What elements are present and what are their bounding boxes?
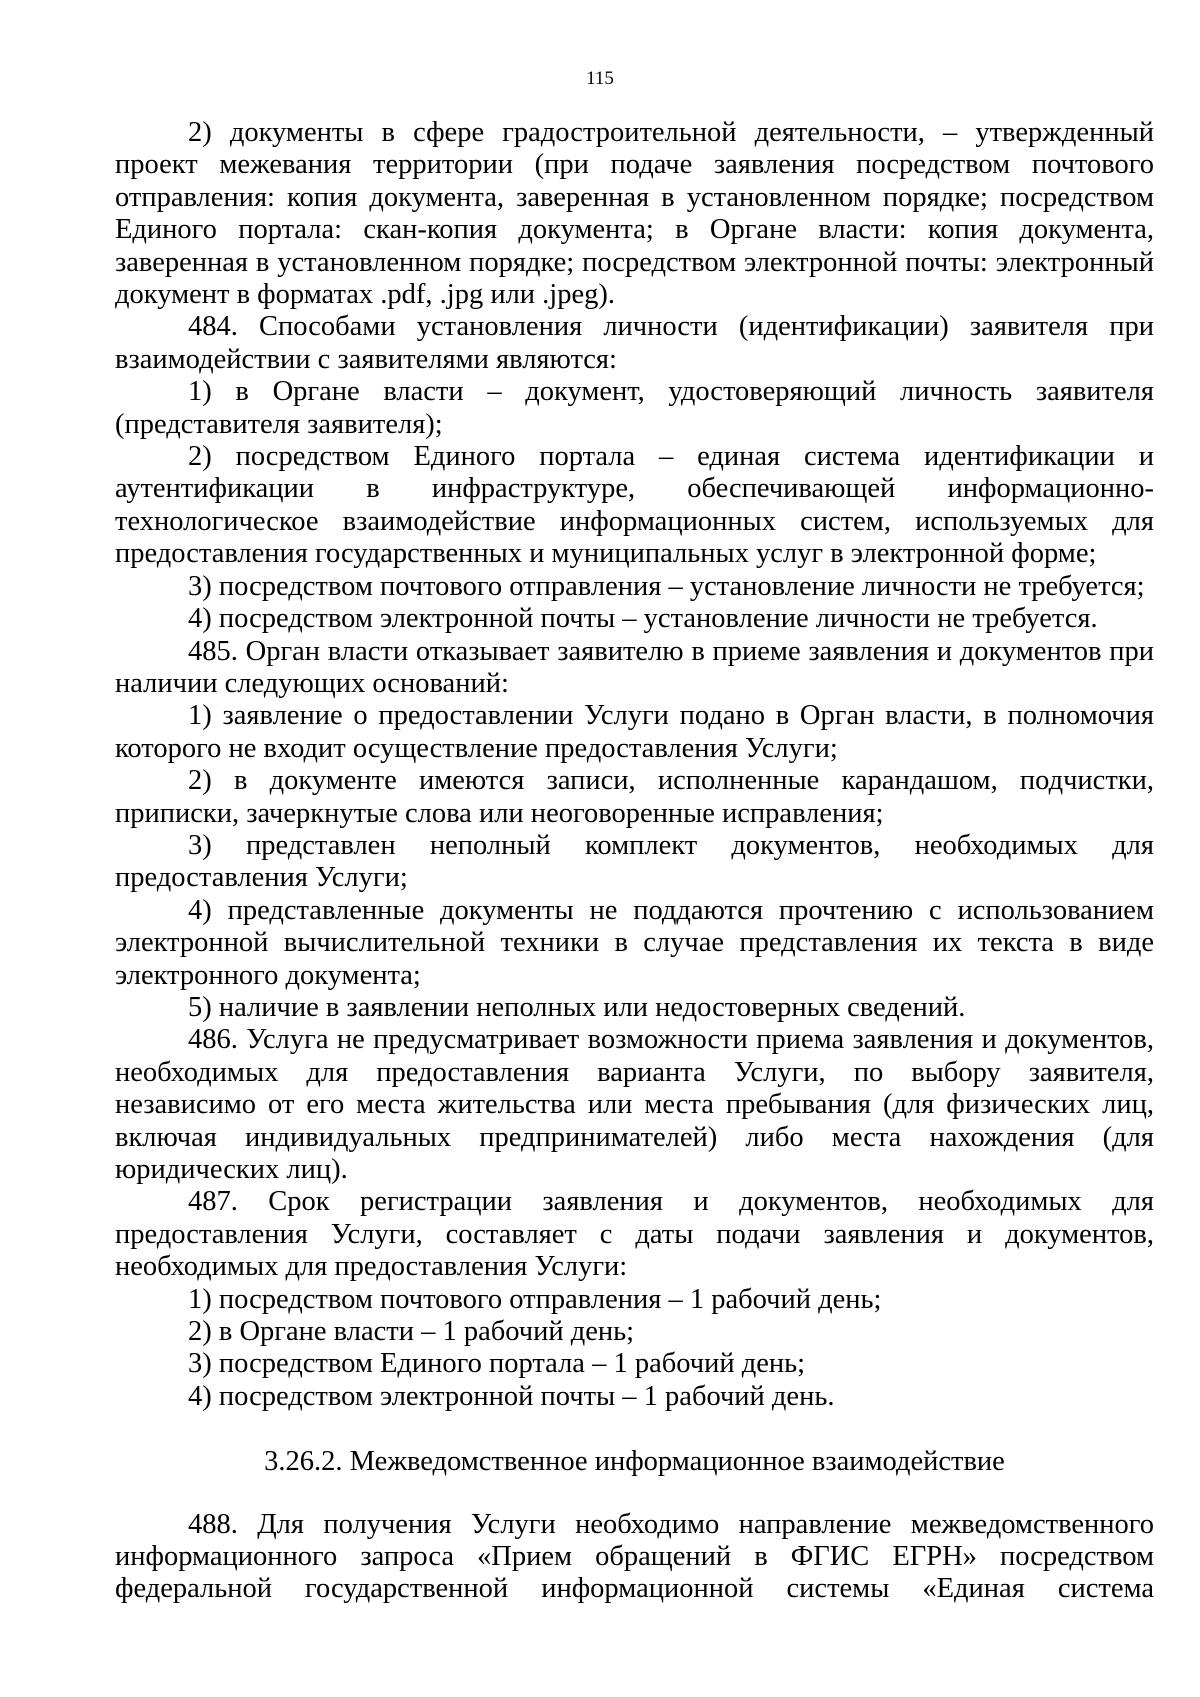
paragraph-485-item-2: 2) в документе имеются записи, исполненные карандашом, подчистки, приписки, зачеркнутые слова или неоговоренные исправления; xyxy=(115,765,1154,829)
paragraph-485-item-5: 5) наличие в заявлении неполных или недостоверных сведений. xyxy=(188,991,966,1023)
paragraph-485-item-4: 4) представленные документы не поддаются прочтению с использованием электронной вычислительной техники в случае представления их текста в виде электронного документа; xyxy=(115,894,1154,991)
paragraph-487-item-2: 2) в Органе власти – 1 рабочий день; xyxy=(188,1316,635,1348)
page-number: 115 xyxy=(586,68,614,89)
paragraph-485-item-3: 3) представлен неполный комплект документов, необходимых для предоставления Услуги; xyxy=(115,829,1154,894)
paragraph-485-item-1: 1) заявление о предоставлении Услуги подано в Орган власти, в полномочия которого не входит осуществление предоставления Услуги; xyxy=(115,700,1154,764)
paragraph-486: 486. Услуга не предусматривает возможности приема заявления и документов, необходимых для предоставления варианта Услуги, по выбору заявителя, независимо от его места жительства или места пребывания (для физических лиц, включая индивидуальных предпринимателей) либо места нахождения (для юридических лиц). xyxy=(115,1024,1154,1185)
section-heading: 3.26.2. Межведомственное информационное взаимодействие xyxy=(264,1446,1005,1478)
paragraph-487-item-4: 4) посредством электронной почты – 1 рабочий день. xyxy=(188,1380,835,1412)
paragraph-484: 484. Способами установления личности (идентификации) заявителя при взаимодействии с заявителями являются: xyxy=(115,311,1154,375)
paragraph-484-item-2: 2) посредством Единого портала – единая система идентификации и аутентификации в инфраструктуре, обеспечивающей информационно-технологическое взаимодействие информационных систем, используемых для предоставления государственных и муниципальных услуг в электронной форме; xyxy=(115,441,1154,570)
document-body xyxy=(115,117,1154,1606)
paragraph-484-item-1: 1) в Органе власти – документ, удостоверяющий личность заявителя (представителя заявителя); xyxy=(115,376,1154,440)
paragraph-484-item-3: 3) посредством почтового отправления – установление личности не требуется; xyxy=(188,570,1145,602)
paragraph-487-item-1: 1) посредством почтового отправления – 1 рабочий день; xyxy=(188,1283,882,1315)
paragraph-484-item-4: 4) посредством электронной почты – установление личности не требуется. xyxy=(188,603,1098,635)
paragraph-485: 485. Орган власти отказывает заявителю в приеме заявления и документов при наличии следующих оснований: xyxy=(115,635,1154,699)
paragraph-487: 487. Срок регистрации заявления и документов, необходимых для предоставления Услуги, составляет с даты подачи заявления и документов, необходимых для предоставления Услуги: xyxy=(115,1186,1154,1283)
paragraph-item-2-urban-planning: 2) документы в сфере градостроительной деятельности, – утвержденный проект межевания территории (при подаче заявления посредством почтового отправления: копия документа, заверенная в установленном порядке; посредством Единого портала: скан-копия документа; в Органе власти: копия документа, заверенная в установленном порядке; посредством электронной почты: электронный документ в форматах .pdf, .jpg или .jpeg). xyxy=(115,117,1154,311)
paragraph-488: 488. Для получения Услуги необходимо направление межведомственного информационного запроса «Прием обращений в ФГИС ЕГРН» посредством федеральной государственной информационной системы «Единая система xyxy=(115,1508,1154,1605)
paragraph-487-item-3: 3) посредством Единого портала – 1 рабочий день; xyxy=(188,1348,806,1380)
